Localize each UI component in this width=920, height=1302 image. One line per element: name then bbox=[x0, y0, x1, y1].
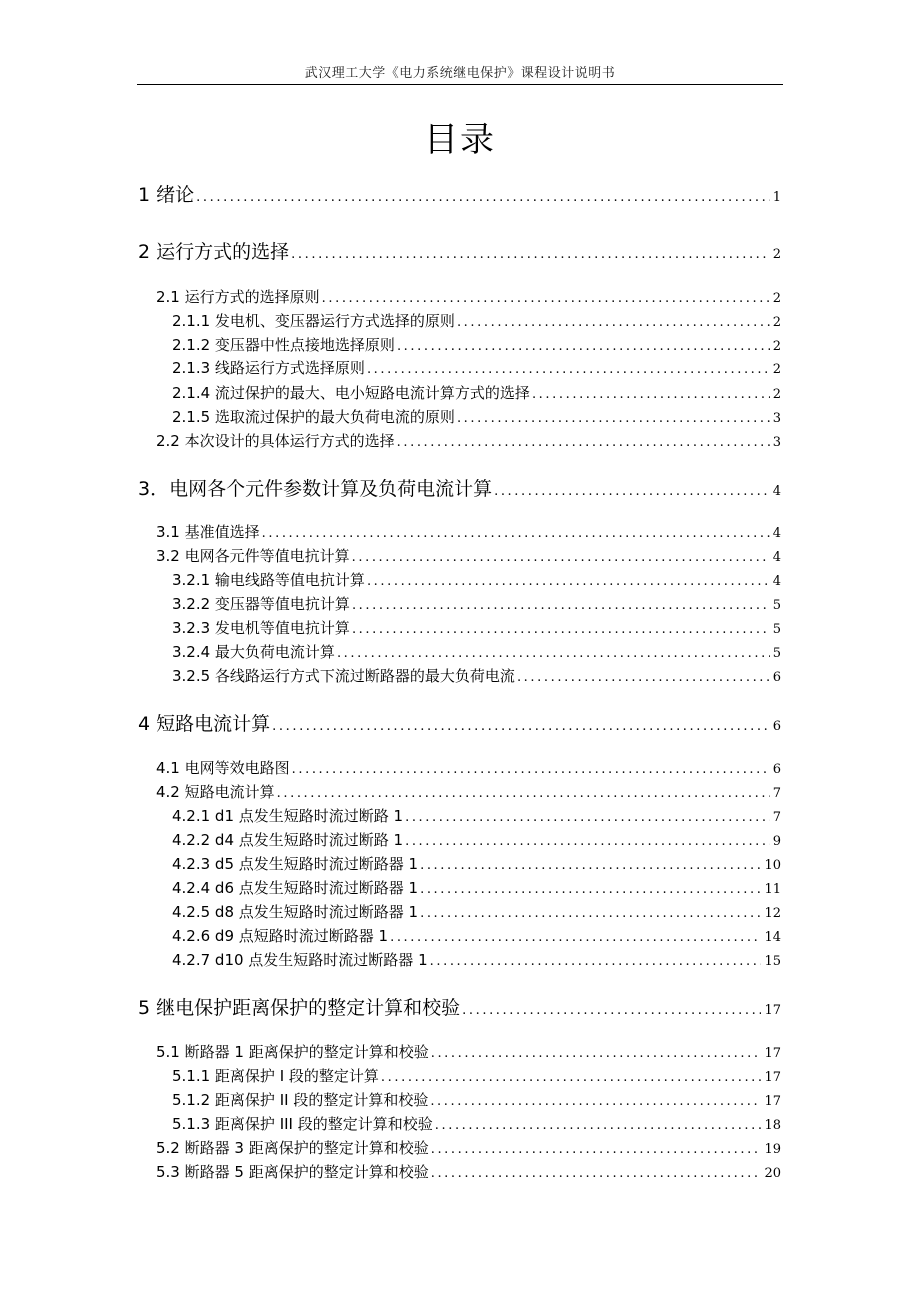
toc-label: 4.2.3 d5 点发生短路时流过断路器 1 bbox=[172, 855, 419, 873]
toc-page-number: 5 bbox=[772, 598, 781, 613]
toc-page-number: 17 bbox=[764, 1003, 781, 1018]
toc-page-number: 18 bbox=[764, 1118, 781, 1133]
dot-leader bbox=[430, 954, 762, 969]
dot-leader bbox=[420, 906, 761, 921]
toc-label: 2.1.4 流过保护的最大、电小短路电流计算方式的选择 bbox=[172, 384, 530, 402]
dot-leader bbox=[405, 810, 770, 825]
toc-label: 5.1.1 距离保护 I 段的整定计算 bbox=[172, 1067, 379, 1085]
dot-leader bbox=[532, 387, 770, 402]
toc-page-number: 1 bbox=[772, 190, 781, 205]
toc-label: 3.2.3 发电机等值电抗计算 bbox=[172, 619, 350, 637]
toc-label: 5.1.2 距离保护 II 段的整定计算和校验 bbox=[172, 1091, 429, 1109]
toc-page-number: 2 bbox=[772, 291, 781, 306]
toc-page-number: 6 bbox=[772, 719, 781, 734]
toc-page-number: 7 bbox=[772, 786, 781, 801]
toc-page-number: 14 bbox=[764, 930, 781, 945]
dot-leader bbox=[272, 719, 770, 734]
toc-label: 4 短路电流计算 bbox=[138, 713, 271, 735]
toc-label: 4.1 电网等效电路图 bbox=[156, 759, 290, 777]
dot-leader bbox=[397, 339, 770, 354]
toc-label: 3.2.4 最大负荷电流计算 bbox=[172, 643, 335, 661]
toc-label: 3.2.5 各线路运行方式下流过断路器的最大负荷电流 bbox=[172, 667, 515, 685]
toc-page-number: 2 bbox=[772, 387, 781, 402]
toc-entry-4-2-4[interactable] bbox=[172, 877, 781, 899]
toc-entry-3-2[interactable] bbox=[156, 545, 781, 567]
toc-page-number: 2 bbox=[772, 362, 781, 377]
toc-page-number: 4 bbox=[772, 484, 781, 499]
toc-entry-3-2-5[interactable] bbox=[172, 665, 781, 687]
toc-label: 2.2 本次设计的具体运行方式的选择 bbox=[156, 432, 395, 450]
toc-label: 1 绪论 bbox=[138, 184, 195, 206]
toc-page-number: 10 bbox=[764, 858, 781, 873]
toc-page-number: 2 bbox=[772, 339, 781, 354]
toc-label: 3.2.2 变压器等值电抗计算 bbox=[172, 595, 350, 613]
dot-leader bbox=[420, 882, 761, 897]
toc-entry-4-2[interactable] bbox=[156, 781, 781, 803]
toc-label: 3.1 基准值选择 bbox=[156, 523, 260, 541]
toc-page-number: 12 bbox=[764, 906, 781, 921]
toc-entry-5-1-1[interactable] bbox=[172, 1065, 781, 1087]
toc-entry-3-2-1[interactable] bbox=[172, 569, 781, 591]
toc-page-number: 4 bbox=[772, 550, 781, 565]
toc-page-number: 3 bbox=[772, 411, 781, 426]
dot-leader bbox=[196, 190, 770, 205]
dot-leader bbox=[431, 1142, 762, 1157]
toc-entry-5[interactable] bbox=[138, 993, 781, 1021]
toc-page-number: 17 bbox=[764, 1046, 781, 1061]
toc-page-number: 5 bbox=[772, 622, 781, 637]
toc-entry-2-1-3[interactable] bbox=[172, 357, 781, 379]
dot-leader bbox=[431, 1046, 762, 1061]
dot-leader bbox=[517, 670, 770, 685]
dot-leader bbox=[367, 574, 770, 589]
toc-page-number: 4 bbox=[772, 574, 781, 589]
toc-label: 4.2 短路电流计算 bbox=[156, 783, 275, 801]
dot-leader bbox=[405, 834, 770, 849]
dot-leader bbox=[431, 1166, 762, 1181]
toc-entry-4-1[interactable] bbox=[156, 757, 781, 779]
toc-label: 5.1.3 距离保护 III 段的整定计算和校验 bbox=[172, 1115, 433, 1133]
dot-leader bbox=[462, 1003, 761, 1018]
dot-leader bbox=[291, 247, 770, 262]
toc-label: 4.2.4 d6 点发生短路时流过断路器 1 bbox=[172, 879, 419, 897]
toc-label: 4.2.5 d8 点发生短路时流过断路器 1 bbox=[172, 903, 419, 921]
toc-page-number: 19 bbox=[764, 1142, 781, 1157]
toc-label: 3.2.1 输电线路等值电抗计算 bbox=[172, 571, 365, 589]
toc-entry-3-2-4[interactable] bbox=[172, 641, 781, 663]
toc-page-number: 15 bbox=[764, 954, 781, 969]
dot-leader bbox=[430, 1094, 761, 1109]
dot-leader bbox=[381, 1070, 762, 1085]
dot-leader bbox=[397, 435, 770, 450]
toc-entry-4-2-6[interactable] bbox=[172, 925, 781, 947]
toc-page-number: 2 bbox=[772, 315, 781, 330]
toc-entry-4-2-1[interactable] bbox=[172, 805, 781, 827]
toc-entry-3[interactable] bbox=[138, 474, 781, 502]
toc-page-number: 7 bbox=[772, 810, 781, 825]
toc-page-number: 11 bbox=[764, 882, 781, 897]
dot-leader bbox=[457, 411, 770, 426]
toc-page-number: 20 bbox=[764, 1166, 781, 1181]
toc-label: 2.1.1 发电机、变压器运行方式选择的原则 bbox=[172, 312, 455, 330]
toc-entry-4-2-5[interactable] bbox=[172, 901, 781, 923]
toc-page-number: 9 bbox=[772, 834, 781, 849]
toc-entry-2-1-1[interactable] bbox=[172, 310, 781, 332]
toc-page-number: 5 bbox=[772, 646, 781, 661]
page-header: 武汉理工大学《电力系统继电保护》课程设计说明书 bbox=[304, 66, 616, 81]
toc-label: 5 继电保护距离保护的整定计算和校验 bbox=[138, 997, 461, 1019]
toc-label: 2.1 运行方式的选择原则 bbox=[156, 288, 320, 306]
toc-entry-5-1-3[interactable] bbox=[172, 1113, 781, 1135]
toc-entry-3-2-2[interactable] bbox=[172, 593, 781, 615]
toc-label: 2.1.2 变压器中性点接地选择原则 bbox=[172, 336, 395, 354]
toc-label: 4.2.1 d1 点发生短路时流过断路 1 bbox=[172, 807, 404, 825]
toc-page-number: 6 bbox=[772, 762, 781, 777]
toc-page-number: 4 bbox=[772, 526, 781, 541]
toc-label: 4.2.6 d9 点短路时流过断路器 1 bbox=[172, 927, 389, 945]
toc-label: 2.1.5 选取流过保护的最大负荷电流的原则 bbox=[172, 408, 455, 426]
toc-entry-4-2-2[interactable] bbox=[172, 829, 781, 851]
toc-entry-4-2-3[interactable] bbox=[172, 853, 781, 875]
toc-entry-2-1-2[interactable] bbox=[172, 334, 781, 356]
toc-label: 2 运行方式的选择 bbox=[138, 241, 290, 263]
toc-page-number: 3 bbox=[772, 435, 781, 450]
toc-entry-5-2[interactable] bbox=[156, 1137, 781, 1159]
toc-label: 5.3 断路器 5 距离保护的整定计算和校验 bbox=[156, 1163, 429, 1181]
toc-entry-3-2-3[interactable] bbox=[172, 617, 781, 639]
toc-entry-4-2-7[interactable] bbox=[172, 949, 781, 971]
toc-entry-2-1[interactable] bbox=[156, 286, 781, 308]
toc-page-number: 17 bbox=[764, 1094, 781, 1109]
toc-entry-5-1[interactable] bbox=[156, 1041, 781, 1063]
dot-leader bbox=[390, 930, 761, 945]
toc-entry-3-1[interactable] bbox=[156, 521, 781, 543]
dot-leader bbox=[420, 858, 761, 873]
toc-label: 5.1 断路器 1 距离保护的整定计算和校验 bbox=[156, 1043, 429, 1061]
dot-leader bbox=[352, 598, 770, 613]
toc-page-number: 6 bbox=[772, 670, 781, 685]
dot-leader bbox=[435, 1118, 762, 1133]
toc-label: 4.2.7 d10 点发生短路时流过断路器 1 bbox=[172, 951, 428, 969]
toc-page-number: 17 bbox=[764, 1070, 781, 1085]
dot-leader bbox=[292, 762, 770, 777]
dot-leader bbox=[352, 550, 770, 565]
dot-leader bbox=[277, 786, 770, 801]
toc-entry-2-1-4[interactable] bbox=[172, 382, 781, 404]
toc-entry-5-1-2[interactable] bbox=[172, 1089, 781, 1111]
dot-leader bbox=[337, 646, 770, 661]
toc-entry-5-3[interactable] bbox=[156, 1161, 781, 1183]
toc-entry-2[interactable] bbox=[138, 237, 781, 265]
toc-label: 3.2 电网各元件等值电抗计算 bbox=[156, 547, 350, 565]
dot-leader bbox=[367, 362, 770, 377]
toc-entry-4[interactable] bbox=[138, 709, 781, 737]
toc-label: 4.2.2 d4 点发生短路时流过断路 1 bbox=[172, 831, 404, 849]
dot-leader bbox=[322, 291, 770, 306]
toc-entry-2-1-5[interactable] bbox=[172, 406, 781, 428]
dot-leader bbox=[494, 484, 770, 499]
toc-label: 3．电网各个元件参数计算及负荷电流计算 bbox=[138, 478, 493, 500]
toc-label: 2.1.3 线路运行方式选择原则 bbox=[172, 359, 365, 377]
page-title: 目录 bbox=[424, 120, 496, 160]
dot-leader bbox=[457, 315, 770, 330]
toc-label: 5.2 断路器 3 距离保护的整定计算和校验 bbox=[156, 1139, 429, 1157]
toc-entry-1[interactable] bbox=[138, 180, 781, 208]
dot-leader bbox=[262, 526, 770, 541]
toc-page-number: 2 bbox=[772, 247, 781, 262]
dot-leader bbox=[352, 622, 770, 637]
toc-entry-2-2[interactable] bbox=[156, 430, 781, 452]
